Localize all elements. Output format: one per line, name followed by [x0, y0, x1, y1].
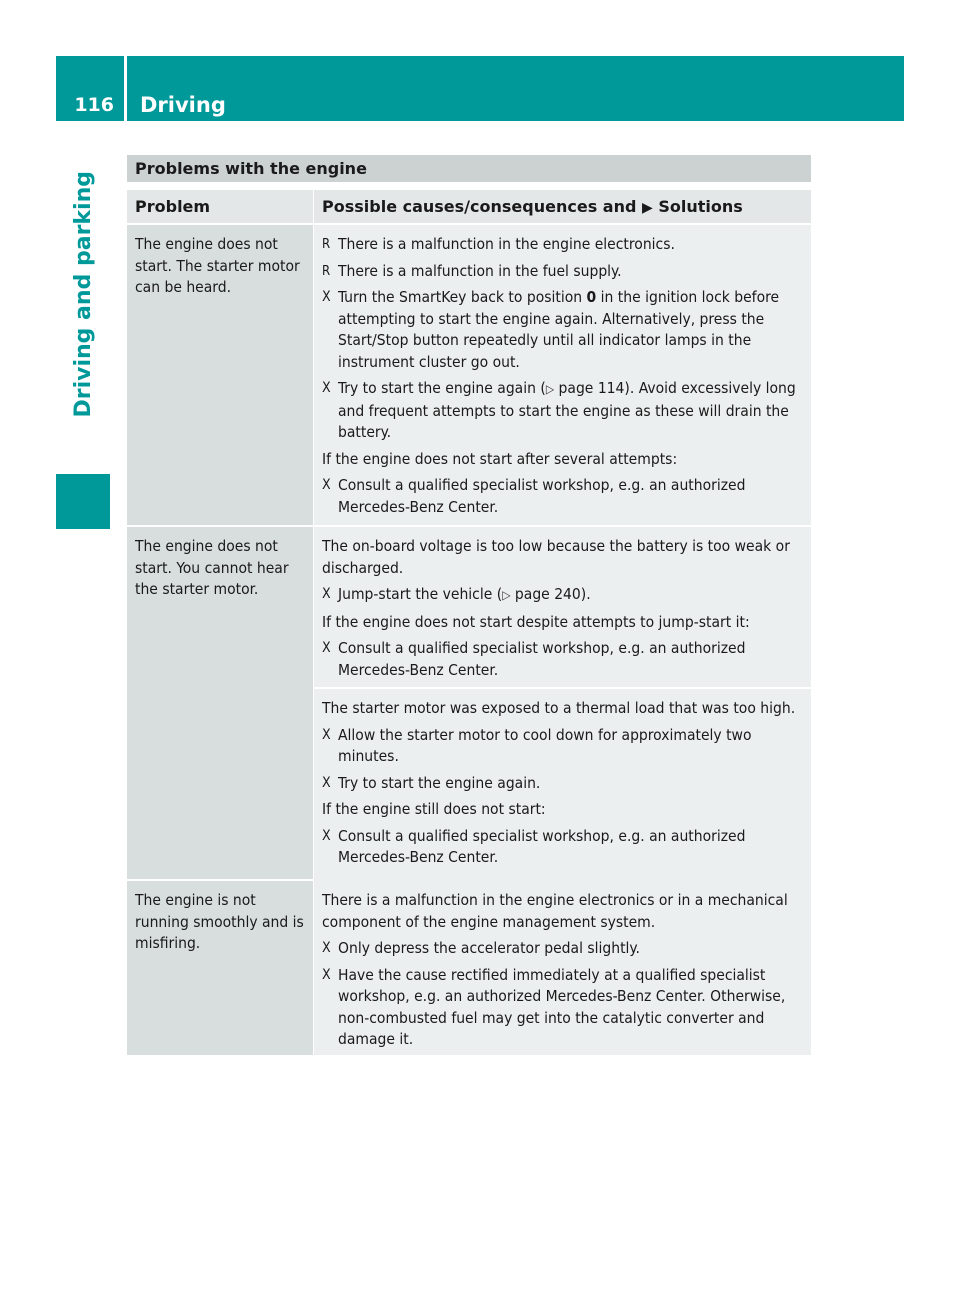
header-divider [124, 56, 127, 121]
solution-cell [314, 881, 811, 1055]
solution-cell [314, 527, 811, 879]
chapter-title: Driving [140, 93, 226, 117]
step-item [322, 725, 807, 768]
step-text: Try to start the engine again ( [338, 379, 546, 397]
step-item [322, 287, 807, 373]
solution-cell [314, 225, 811, 525]
cause-text: There is a malfunction in the engine electronics or in a mechanical component of the engine management system. [322, 891, 788, 931]
cause-text: The starter motor was exposed to a thermal load that was too high. [322, 699, 796, 717]
cause-text: There is a malfunction in the fuel supply. [338, 261, 622, 280]
bullet-icon: R [322, 237, 331, 252]
col-header-prefix: Possible causes/consequences and [322, 197, 637, 216]
table-header-row [127, 190, 811, 223]
step-item [322, 826, 807, 869]
table-row [127, 225, 811, 525]
col-header-problem: Problem [127, 190, 313, 223]
side-tab-block [56, 474, 110, 529]
cause-text: The on-board voltage is too low because the battery is too weak or discharged. [322, 537, 790, 577]
step-text: Try to start the engine again. [338, 773, 541, 792]
step-icon: X [322, 726, 331, 743]
step-icon: X [322, 380, 331, 396]
page-ref-icon: ▷ [502, 588, 511, 602]
note-text: If the engine still does not start: [322, 800, 546, 818]
solutions-arrow-icon: ▶ [642, 200, 653, 216]
note-text: If the engine does not start after several attempts: [322, 449, 678, 468]
step-icon: X [322, 477, 331, 493]
position-value: 0 [586, 288, 597, 306]
step-text: page 114). Avoid excessively long and frequent attempts to start the engine as these will drain the battery. [338, 379, 796, 441]
step-item [322, 378, 807, 444]
step-icon: X [322, 774, 331, 791]
step-item [322, 475, 807, 518]
step-icon: X [322, 940, 331, 956]
step-text: Consult a qualified specialist workshop, e.g. an authorized Mercedes-Benz Center. [338, 476, 746, 516]
step-item [322, 584, 807, 607]
step-text: Have the cause rectified immediately at a qualified specialist workshop, e.g. an authorized Mercedes-Benz Center. Otherwise, non-combusted fuel may get into the catalytic converter and damage it. [338, 965, 786, 1048]
page-ref-icon: ▷ [545, 382, 555, 396]
col-header-solutions [314, 190, 811, 223]
note-text: If the engine does not start despite attempts to jump-start it: [322, 612, 750, 631]
solution-subcell [314, 527, 811, 687]
list-item [322, 234, 807, 256]
step-icon: X [322, 827, 331, 844]
step-item [322, 938, 807, 960]
step-icon: X [322, 289, 331, 305]
step-icon: X [322, 966, 331, 983]
problem-cell: The engine does not start. You cannot hear the starter motor. [127, 527, 313, 879]
step-text: Consult a qualified specialist workshop, e.g. an authorized Mercedes-Benz Center. [338, 639, 746, 679]
cause-text: There is a malfunction in the engine electronics. [338, 235, 675, 253]
step-text: Turn the SmartKey back to position [338, 288, 587, 306]
step-item [322, 965, 807, 1051]
step-text: in the ignition lock before attempting to start the engine again. Alternatively, press the Start/Stop button repeatedly until all indicator lamps in the instrument cluster go out. [338, 288, 780, 371]
list-item [322, 261, 807, 283]
step-text: Allow the starter motor to cool down for approximately two minutes. [338, 725, 752, 765]
step-text: Only depress the accelerator pedal slightly. [338, 939, 640, 957]
step-item [322, 773, 807, 795]
problems-table [127, 190, 811, 1055]
step-icon: X [322, 586, 331, 602]
table-row [127, 527, 811, 879]
side-tab [56, 121, 110, 529]
section-title: Problems with the engine [127, 155, 811, 182]
step-text: Consult a qualified specialist workshop, e.g. an authorized Mercedes-Benz Center. [338, 826, 746, 866]
col-header-suffix: Solutions [658, 197, 743, 216]
step-text: page 240). [510, 585, 591, 603]
side-tab-label: Driving and parking [70, 171, 96, 418]
step-text: Jump-start the vehicle ( [338, 585, 503, 603]
step-item [322, 638, 807, 681]
page-header [56, 56, 904, 121]
page-number: 116 [74, 94, 114, 116]
solution-subcell [314, 689, 811, 882]
problem-cell: The engine is not running smoothly and is misfiring. [127, 881, 313, 1055]
step-icon: X [322, 640, 331, 656]
table-row [127, 881, 811, 1055]
problem-cell: The engine does not start. The starter motor can be heard. [127, 225, 313, 525]
bullet-icon: R [322, 263, 331, 279]
